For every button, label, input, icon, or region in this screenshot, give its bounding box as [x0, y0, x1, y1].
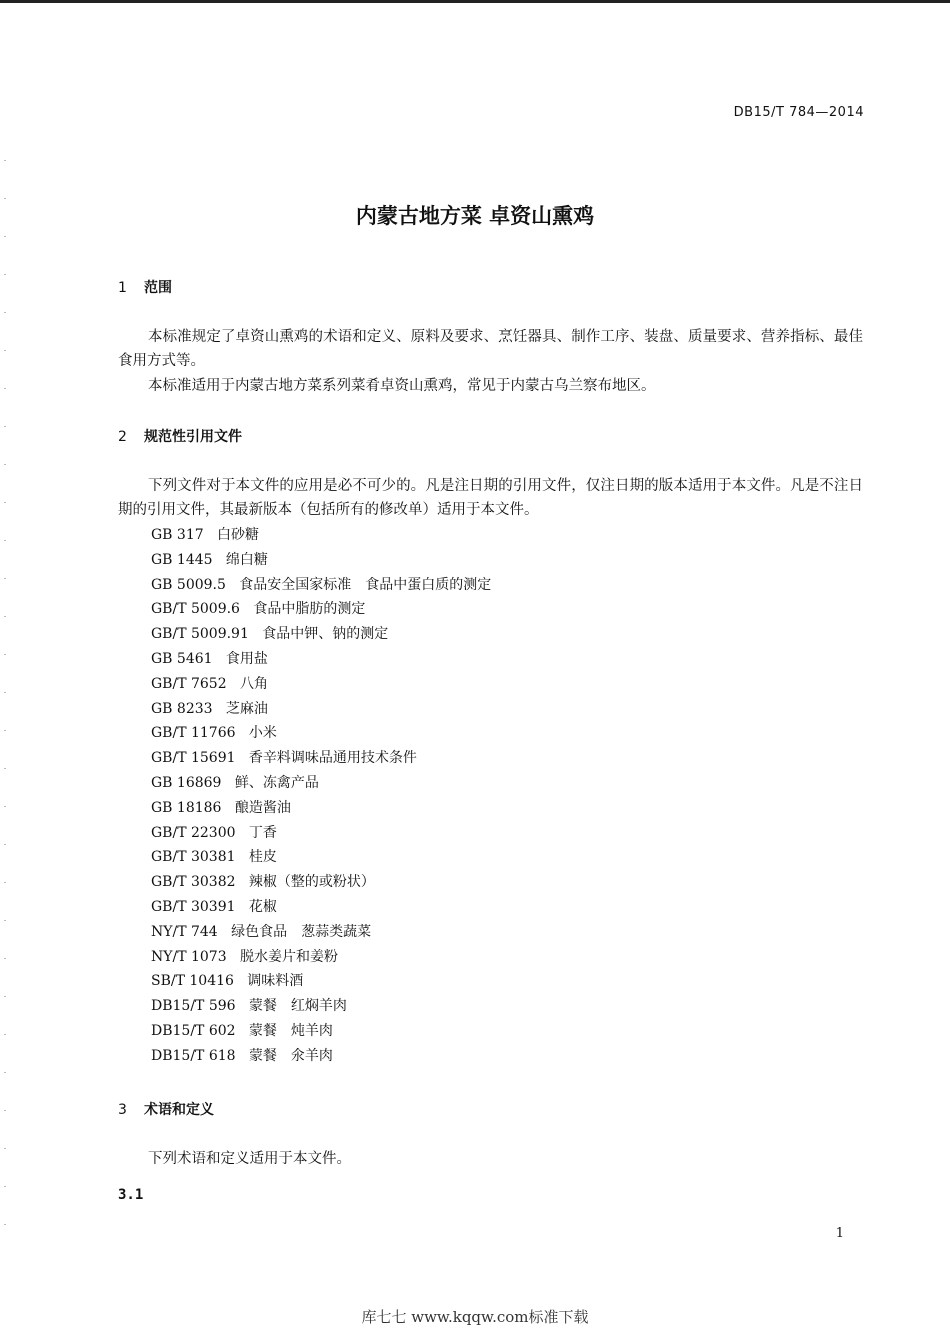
reference-item: [151, 573, 491, 598]
reference-code: DB15/T 596: [151, 998, 236, 1015]
reference-item: [151, 821, 491, 846]
reference-item: [151, 870, 491, 895]
reference-item: [151, 597, 491, 622]
reference-title: 酿造酱油: [234, 799, 291, 816]
reference-item: [151, 796, 491, 821]
reference-title: 白砂糖: [217, 527, 260, 543]
reference-title: 丁香: [248, 824, 277, 841]
reference-item: [151, 672, 491, 697]
reference-code: GB 317: [151, 527, 204, 543]
reference-code: GB/T 11766: [151, 725, 236, 742]
reference-title: 蒙餐 氽羊肉: [248, 1047, 333, 1064]
reference-code: NY/T 744: [151, 923, 218, 940]
reference-code: GB 5461: [151, 650, 213, 667]
section-title: 范围: [144, 280, 172, 296]
reference-code: GB 16869: [151, 774, 222, 791]
reference-code: DB15/T 602: [151, 1022, 236, 1039]
section-number: 3: [118, 1102, 127, 1118]
reference-code: GB/T 5009.91: [151, 626, 249, 643]
reference-code: SB/T 10416: [151, 973, 234, 990]
section-title: 术语和定义: [144, 1102, 214, 1118]
reference-title: 脱水姜片和姜粉: [240, 948, 338, 965]
reference-item: [151, 721, 491, 746]
reference-title: 花椒: [248, 898, 277, 915]
scope-paragraph-2: 本标准适用于内蒙古地方菜系列菜肴卓资山熏鸡，常见于内蒙古乌兰察布地区。: [148, 378, 656, 394]
reference-title: 小米: [248, 725, 277, 742]
reference-code: GB/T 30391: [151, 898, 236, 915]
reference-code: GB/T 22300: [151, 824, 236, 841]
reference-code: GB 5009.5: [151, 576, 226, 593]
section-number: 1: [118, 280, 127, 296]
reference-item: [151, 622, 491, 647]
reference-list: [151, 523, 491, 1069]
reference-code: GB/T 30382: [151, 874, 236, 891]
section-title: 规范性引用文件: [144, 429, 242, 445]
reference-title: 芝麻油: [225, 700, 268, 717]
reference-item: [151, 1019, 491, 1044]
reference-title: 桂皮: [248, 849, 277, 866]
reference-code: GB 1445: [151, 551, 213, 568]
reference-code: GB/T 15691: [151, 750, 236, 767]
reference-code: DB15/T 618: [151, 1047, 236, 1064]
reference-item: [151, 771, 491, 796]
document-code: DB15/T 784—2014: [733, 105, 864, 120]
reference-item: [151, 746, 491, 771]
reference-title: 辣椒（整的或粉状）: [248, 874, 375, 891]
top-rule: [0, 0, 950, 3]
footer-watermark: 库七七 www.kqqw.com标准下载: [361, 1308, 589, 1326]
reference-title: 绵白糖: [225, 551, 268, 568]
reference-code: GB/T 30381: [151, 849, 236, 866]
reference-title: 食用盐: [225, 650, 268, 667]
reference-title: 绿色食品 葱蒜类蔬菜: [231, 923, 372, 940]
reference-item: [151, 1044, 491, 1069]
reference-item: [151, 548, 491, 573]
section-number: 2: [118, 429, 127, 445]
reference-title: 鲜、冻禽产品: [234, 774, 319, 791]
reference-item: [151, 523, 491, 548]
document-title: 内蒙古地方菜 卓资山熏鸡: [355, 204, 595, 228]
reference-code: NY/T 1073: [151, 948, 227, 965]
reference-item: [151, 647, 491, 672]
reference-title: 蒙餐 炖羊肉: [248, 1022, 333, 1039]
reference-item: [151, 920, 491, 945]
section-heading-normative: [118, 426, 242, 446]
reference-code: GB/T 5009.6: [151, 601, 240, 618]
reference-code: GB 18186: [151, 799, 222, 816]
reference-title: 蒙餐 红焖羊肉: [248, 998, 347, 1015]
reference-title: 食品中脂肪的测定: [253, 601, 366, 618]
scan-edge-marks: [4, 160, 6, 1260]
section-heading-terms: [118, 1099, 214, 1119]
terms-intro: 下列术语和定义适用于本文件。: [148, 1151, 351, 1167]
reference-item: [151, 994, 491, 1019]
reference-item: [151, 845, 491, 870]
reference-item: [151, 945, 491, 970]
reference-title: 八角: [239, 675, 268, 692]
subsection-number: 3.1: [118, 1187, 144, 1203]
reference-title: 食品安全国家标准 食品中蛋白质的测定: [239, 576, 492, 593]
reference-item: [151, 895, 491, 920]
normative-intro: 下列文件对于本文件的应用是必不可少的。凡是注日期的引用文件，仅注日期的版本适用于本文件。凡是不注日期的引用文件，其最新版本（包括所有的修改单）适用于本文件。: [118, 478, 863, 518]
reference-title: 食品中钾、钠的测定: [262, 626, 389, 643]
scope-paragraph-1: 本标准规定了卓资山熏鸡的术语和定义、原料及要求、烹饪器具、制作工序、装盘、质量要求、营养指标、最佳食用方式等。: [118, 329, 863, 369]
reference-item: [151, 969, 491, 994]
section-heading-scope: [118, 277, 172, 297]
reference-code: GB/T 7652: [151, 675, 227, 692]
reference-title: 调味料酒: [247, 973, 304, 990]
reference-code: GB 8233: [151, 700, 213, 717]
reference-title: 香辛料调味品通用技术条件: [248, 750, 417, 767]
page-number: 1: [835, 1226, 844, 1241]
reference-item: [151, 697, 491, 722]
